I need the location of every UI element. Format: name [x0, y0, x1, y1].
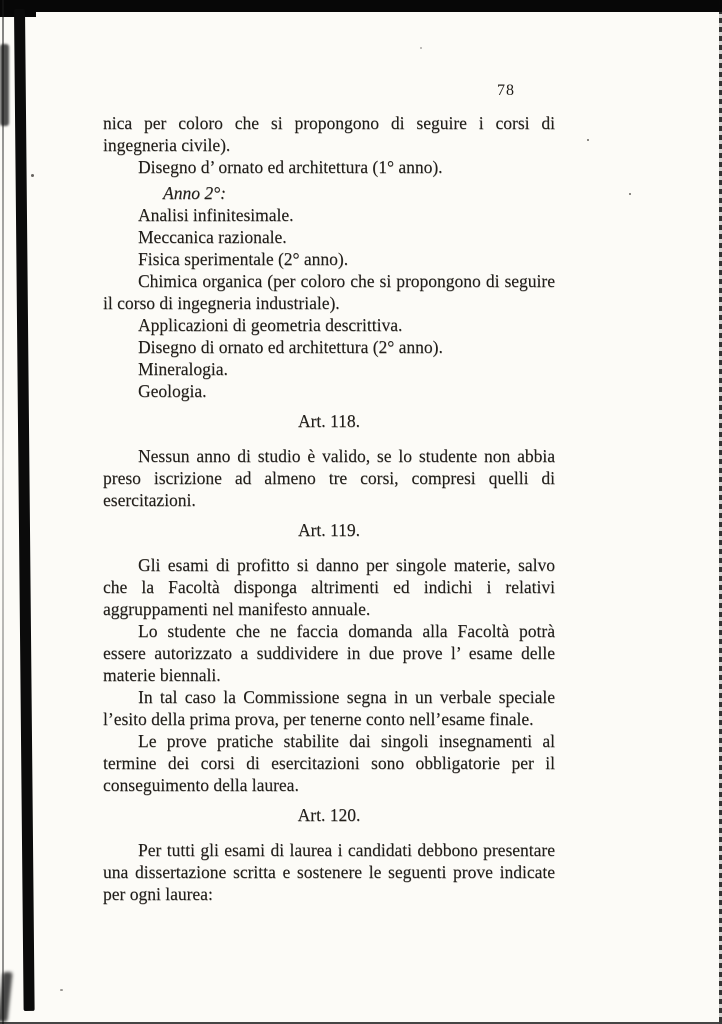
ink-speck [629, 193, 631, 195]
year2-heading: Anno 2°: [163, 183, 226, 203]
scan-top-edge [0, 0, 722, 12]
course-item: Disegno di ornato ed architettura (2° anno). [138, 337, 443, 357]
article-119-heading: Art. 119. [297, 520, 361, 540]
course-item: Geologia. [138, 381, 207, 401]
course-item-first-year: Disegno d’ ornato ed architettura (1° anno). [138, 157, 443, 177]
course-item: Meccanica razionale. [138, 227, 287, 247]
article-119-paragraph-3: In tal caso la Commissione segna in un verbale speciale l’esito della prima prova, per tenerne conto nell’esame finale. [103, 687, 555, 729]
article-119-paragraph-2: Lo studente che ne faccia domanda alla Facoltà potrà essere autorizzato a suddividere in due prove l’ esame delle materie biennali. [103, 621, 555, 685]
article-119-paragraph-1: Gli esami di profitto si danno per singole materie, salvo che la Facoltà disponga altrimenti ed indichi i relativi aggruppamenti nel manifesto annuale. [103, 555, 555, 619]
ink-speck [587, 139, 589, 141]
article-118-heading: Art. 118. [297, 411, 361, 431]
text-block [103, 112, 555, 905]
article-120-heading: Art. 120. [297, 805, 361, 825]
scan-binding-shadow [14, 9, 35, 1011]
course-item: Analisi infinitesimale. [138, 205, 294, 225]
course-item: Chimica organica (per coloro che si propongono di seguire il corso di ingegneria industriale). [103, 271, 555, 313]
course-item: Applicazioni di geometria descrittiva. [138, 315, 403, 335]
ink-speck [420, 47, 422, 49]
continuation-paragraph: nica per coloro che si propongono di seguire i corsi di ingegneria civile). [103, 113, 555, 155]
course-item: Mineralogia. [138, 359, 228, 379]
page-number: 78 [497, 82, 515, 99]
scan-ink-blob-top-left [0, 44, 9, 126]
article-118-paragraph: Nessun anno di studio è valido, se lo studente non abbia preso iscrizione ad almeno tre corsi, compresi quelli di esercitazioni. [103, 446, 555, 510]
article-120-paragraph: Per tutti gli esami di laurea i candidati debbono presentare una dissertazione scritta e sostenere le seguenti prove indicate per ogni laurea: [103, 840, 555, 904]
ink-speck [60, 989, 63, 991]
scan-ink-blob-bottom-left [0, 972, 13, 1022]
course-item: Fisica sperimentale (2° anno). [138, 249, 349, 269]
scan-left-edge-line [2, 0, 4, 1024]
article-119-paragraph-4: Le prove pratiche stabilite dai singoli insegnamenti al termine dei corsi di esercitazioni sono obbligatorie per il conseguimento della laurea. [103, 731, 555, 795]
ink-speck [31, 174, 34, 177]
